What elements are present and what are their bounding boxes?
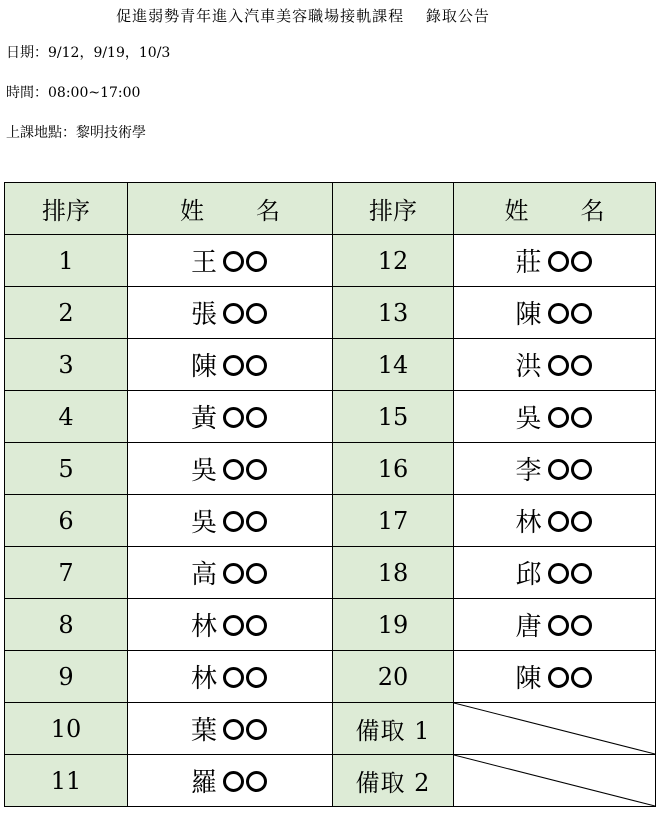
rank-cell: 4 <box>5 391 128 443</box>
course-time: 時間：08:00~17:00 <box>6 85 141 101</box>
redacted-name-mask <box>548 507 594 535</box>
circle-icon <box>548 407 569 428</box>
circle-icon <box>223 563 244 584</box>
circle-icon <box>571 355 592 376</box>
redacted-name-mask <box>223 403 269 431</box>
table-row <box>5 443 656 495</box>
circle-icon <box>571 459 592 480</box>
admission-table <box>4 182 656 807</box>
circle-icon <box>571 667 592 688</box>
circle-icon <box>571 563 592 584</box>
table-row <box>5 495 656 547</box>
header-name-given-label: 名 <box>580 197 605 225</box>
waitlist-cell: 備取 2 <box>333 755 454 807</box>
circle-icon <box>246 719 267 740</box>
rank-cell: 11 <box>5 755 128 807</box>
header-rank-right: 排序 <box>333 183 454 235</box>
header-name-given-label: 名 <box>256 197 280 225</box>
table-row <box>5 755 656 807</box>
circle-icon <box>548 355 569 376</box>
surname: 葉 <box>190 716 217 746</box>
table-row <box>5 235 656 287</box>
header-name-surname-label: 姓 <box>504 197 529 225</box>
rank-cell: 5 <box>5 443 128 495</box>
rank-cell: 19 <box>333 599 454 651</box>
circle-icon <box>246 771 267 792</box>
table-row <box>5 547 656 599</box>
rank-cell: 3 <box>5 339 128 391</box>
redacted-name-mask <box>223 611 269 639</box>
redacted-name-mask <box>223 663 269 691</box>
empty-slot-cell <box>454 755 656 807</box>
name-cell <box>454 547 656 599</box>
course-location: 上課地點：黎明技術學 <box>6 125 146 141</box>
redacted-name-mask <box>548 299 594 327</box>
circle-icon <box>223 407 244 428</box>
redacted-name-mask <box>548 663 594 691</box>
surname: 羅 <box>190 768 217 798</box>
name-cell <box>454 651 656 703</box>
name-cell <box>128 495 333 547</box>
name-cell <box>454 339 656 391</box>
circle-icon <box>223 459 244 480</box>
redacted-name-mask <box>548 455 594 483</box>
surname: 莊 <box>515 248 542 278</box>
circle-icon <box>223 667 244 688</box>
circle-icon <box>571 251 592 272</box>
surname: 林 <box>515 508 542 538</box>
circle-icon <box>223 303 244 324</box>
circle-icon <box>548 667 569 688</box>
name-cell <box>454 235 656 287</box>
page-title: 促進弱勢青年進入汽車美容職場接軌課程 錄取公告 <box>116 7 490 25</box>
circle-icon <box>548 563 569 584</box>
table-row <box>5 287 656 339</box>
surname: 林 <box>190 612 217 642</box>
circle-icon <box>223 355 244 376</box>
table-row <box>5 391 656 443</box>
name-cell <box>128 599 333 651</box>
rank-cell: 1 <box>5 235 128 287</box>
rank-cell: 9 <box>5 651 128 703</box>
header-name-right <box>454 183 656 235</box>
redacted-name-mask <box>223 767 269 795</box>
course-dates: 日期：9/12，9/19，10/3 <box>6 45 171 61</box>
table-row <box>5 599 656 651</box>
redacted-name-mask <box>223 715 269 743</box>
rank-cell: 20 <box>333 651 454 703</box>
rank-cell: 7 <box>5 547 128 599</box>
rank-cell: 14 <box>333 339 454 391</box>
redacted-name-mask <box>548 559 594 587</box>
surname: 洪 <box>515 352 542 382</box>
redacted-name-mask <box>223 507 269 535</box>
surname: 邱 <box>515 560 542 590</box>
diagonal-slash <box>454 755 655 806</box>
name-cell <box>454 599 656 651</box>
redacted-name-mask <box>548 351 594 379</box>
surname: 陳 <box>515 300 542 330</box>
surname: 張 <box>190 300 217 330</box>
redacted-name-mask <box>548 247 594 275</box>
circle-icon <box>246 511 267 532</box>
redacted-name-mask <box>223 351 269 379</box>
circle-icon <box>571 407 592 428</box>
rank-cell: 10 <box>5 703 128 755</box>
header-name-surname-label: 姓 <box>180 197 204 225</box>
rank-cell: 15 <box>333 391 454 443</box>
surname: 黃 <box>190 404 217 434</box>
rank-cell: 16 <box>333 443 454 495</box>
redacted-name-mask <box>548 403 594 431</box>
slash-line <box>454 703 655 754</box>
rank-cell: 13 <box>333 287 454 339</box>
circle-icon <box>548 511 569 532</box>
redacted-name-mask <box>223 247 269 275</box>
circle-icon <box>571 303 592 324</box>
rank-cell: 17 <box>333 495 454 547</box>
diagonal-slash <box>454 703 655 754</box>
header-rank-left: 排序 <box>5 183 128 235</box>
surname: 陳 <box>515 664 542 694</box>
surname: 高 <box>190 560 217 590</box>
circle-icon <box>246 667 267 688</box>
circle-icon <box>246 563 267 584</box>
circle-icon <box>246 407 267 428</box>
name-cell <box>128 651 333 703</box>
redacted-name-mask <box>223 455 269 483</box>
name-cell <box>128 235 333 287</box>
surname: 李 <box>515 456 542 486</box>
surname: 王 <box>190 248 217 278</box>
redacted-name-mask <box>548 611 594 639</box>
table-row <box>5 651 656 703</box>
surname: 林 <box>190 664 217 694</box>
name-cell <box>454 495 656 547</box>
rank-cell: 18 <box>333 547 454 599</box>
name-cell <box>454 391 656 443</box>
table-row <box>5 703 656 755</box>
surname: 唐 <box>515 612 542 642</box>
name-cell <box>128 703 333 755</box>
circle-icon <box>223 251 244 272</box>
slash-line <box>454 755 655 806</box>
circle-icon <box>571 511 592 532</box>
circle-icon <box>223 771 244 792</box>
circle-icon <box>223 511 244 532</box>
empty-slot-cell <box>454 703 656 755</box>
circle-icon <box>548 459 569 480</box>
circle-icon <box>246 615 267 636</box>
header-name-left <box>128 183 333 235</box>
rank-cell: 12 <box>333 235 454 287</box>
name-cell <box>128 339 333 391</box>
circle-icon <box>223 615 244 636</box>
table-header-row <box>5 183 656 235</box>
circle-icon <box>246 303 267 324</box>
table-row <box>5 339 656 391</box>
rank-cell: 8 <box>5 599 128 651</box>
circle-icon <box>548 303 569 324</box>
name-cell <box>128 755 333 807</box>
rank-cell: 6 <box>5 495 128 547</box>
circle-icon <box>246 355 267 376</box>
name-cell <box>454 287 656 339</box>
name-cell <box>128 547 333 599</box>
name-cell <box>128 391 333 443</box>
waitlist-cell: 備取 1 <box>333 703 454 755</box>
circle-icon <box>246 459 267 480</box>
surname: 吳 <box>515 404 542 434</box>
name-cell <box>128 287 333 339</box>
redacted-name-mask <box>223 299 269 327</box>
circle-icon <box>548 251 569 272</box>
surname: 陳 <box>190 352 217 382</box>
circle-icon <box>571 615 592 636</box>
circle-icon <box>548 615 569 636</box>
surname: 吳 <box>190 456 217 486</box>
name-cell <box>128 443 333 495</box>
redacted-name-mask <box>223 559 269 587</box>
rank-cell: 2 <box>5 287 128 339</box>
name-cell <box>454 443 656 495</box>
circle-icon <box>246 251 267 272</box>
surname: 吳 <box>190 508 217 538</box>
circle-icon <box>223 719 244 740</box>
